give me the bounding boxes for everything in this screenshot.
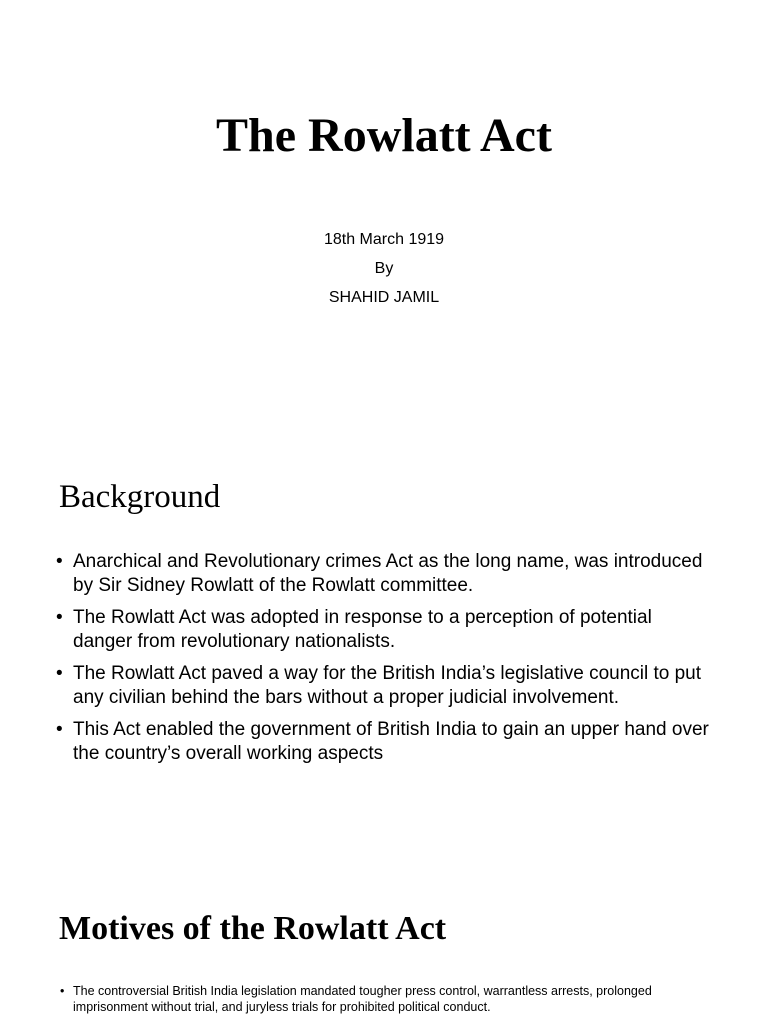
motives-bullet-list: [60, 983, 720, 1015]
list-item: [56, 718, 716, 766]
background-bullet-list: [56, 550, 716, 774]
bullet-text: The Rowlatt Act was adopted in response to a perception of potential danger from revolutionary nationalists.: [73, 607, 652, 652]
bullet-icon: •: [60, 984, 65, 998]
bullet-text: The controversial British India legislation mandated tougher press control, warrantless arrests, prolonged imprisonment without trial, and juryless trials for prohibited political conduct.: [73, 984, 652, 1014]
list-item: [60, 983, 720, 1015]
motives-heading: Motives of the Rowlatt Act: [59, 910, 447, 947]
bullet-text: Anarchical and Revolutionary crimes Act as the long name, was introduced by Sir Sidney Rowlatt of the Rowlatt committee.: [73, 551, 703, 596]
bullet-text: The Rowlatt Act paved a way for the British India’s legislative council to put any civilian behind the bars without a proper judicial involvement.: [73, 663, 702, 708]
list-item: [56, 550, 716, 598]
bullet-icon: •: [56, 607, 63, 628]
list-item: [56, 606, 716, 654]
subtitle-author: SHAHID JAMIL: [328, 289, 440, 306]
bullet-icon: •: [56, 663, 63, 684]
bullet-text: This Act enabled the government of British India to gain an upper hand over the country’s overall working aspects: [73, 719, 709, 764]
list-item: [56, 662, 716, 710]
background-heading: Background: [59, 479, 221, 515]
subtitle-date: 18th March 1919: [323, 231, 445, 248]
slide-title: The Rowlatt Act: [216, 109, 552, 162]
bullet-icon: •: [56, 719, 63, 740]
bullet-icon: •: [56, 551, 63, 572]
subtitle-by: By: [374, 260, 394, 277]
